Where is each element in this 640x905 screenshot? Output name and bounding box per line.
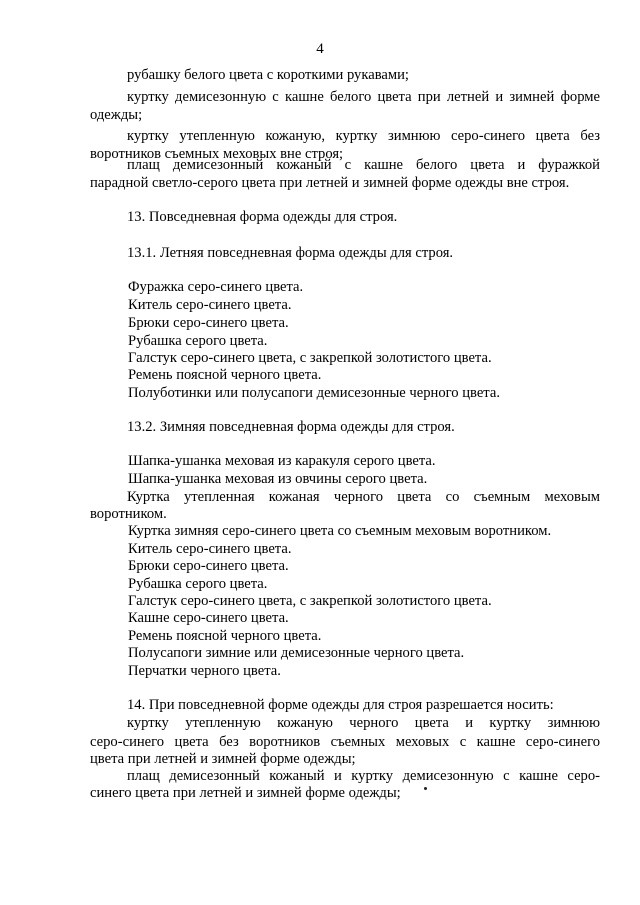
list-item: Галстук серо-синего цвета, с закрепкой золотистого цвета.	[128, 350, 492, 366]
list-item: Шапка-ушанка меховая из овчины серого цвета.	[128, 471, 428, 487]
list-item: Куртка утепленная кожаная черного цвета со съемным меховым	[127, 489, 600, 505]
subsection-heading: 13.2. Зимняя повседневная форма одежды для строя.	[127, 419, 455, 435]
page-number: 4	[316, 41, 324, 57]
list-item: Полуботинки или полусапоги демисезонные черного цвета.	[128, 385, 500, 401]
text-line: рубашку белого цвета с короткими рукавами;	[127, 67, 409, 83]
text-line: парадной светло-серого цвета при летней и зимней форме одежды вне строя.	[90, 175, 570, 191]
section-heading: 14. При повседневной форме одежды для строя разрешается носить:	[127, 697, 554, 713]
list-item: Перчатки черного цвета.	[128, 663, 281, 679]
text-line: плащ демисезонный кожаный и куртку демисезонную с кашне серо-	[127, 768, 600, 784]
list-item: Китель серо-синего цвета.	[128, 541, 292, 557]
list-item: Рубашка серого цвета.	[128, 333, 268, 349]
text-line: воротников съемных меховых вне строя;	[90, 146, 344, 162]
list-item: Фуражка серо-синего цвета.	[128, 279, 304, 295]
text-line: плащ демисезонный кожаный с кашне белого цвета и фуражкой	[127, 157, 600, 173]
list-item: Полусапоги зимние или демисезонные черного цвета.	[128, 645, 465, 661]
list-item: Галстук серо-синего цвета, с закрепкой золотистого цвета.	[128, 593, 492, 609]
list-item: Китель серо-синего цвета.	[128, 297, 292, 313]
list-item: Кашне серо-синего цвета.	[128, 610, 289, 626]
text-line: синего цвета при летней и зимней форме одежды;	[90, 785, 401, 801]
list-item: Ремень поясной черного цвета.	[128, 628, 322, 644]
text-line: куртку демисезонную с кашне белого цвета при летней и зимней форме	[127, 89, 600, 105]
list-item-continuation: воротником.	[90, 506, 167, 522]
list-item: Брюки серо-синего цвета.	[128, 315, 289, 331]
list-item: Шапка-ушанка меховая из каракуля серого цвета.	[128, 453, 436, 469]
list-item: Куртка зимняя серо-синего цвета со съемным меховым воротником.	[128, 523, 552, 539]
text-line: одежды;	[90, 107, 143, 123]
list-item: Рубашка серого цвета.	[128, 576, 268, 592]
list-item: Ремень поясной черного цвета.	[128, 367, 322, 383]
text-line: куртку утепленную кожаную, куртку зимнюю серо-синего цвета без	[127, 128, 600, 144]
scan-dot-mark	[424, 787, 427, 790]
list-item: Брюки серо-синего цвета.	[128, 558, 289, 574]
text-line: серо-синего цвета без воротников съемных меховых с кашне серо-синего	[90, 734, 600, 750]
section-heading: 13. Повседневная форма одежды для строя.	[127, 209, 398, 225]
subsection-heading: 13.1. Летняя повседневная форма одежды для строя.	[127, 245, 454, 261]
text-line: цвета при летней и зимней форме одежды;	[90, 751, 356, 767]
text-line: куртку утепленную кожаную черного цвета и куртку зимнюю	[127, 715, 600, 731]
